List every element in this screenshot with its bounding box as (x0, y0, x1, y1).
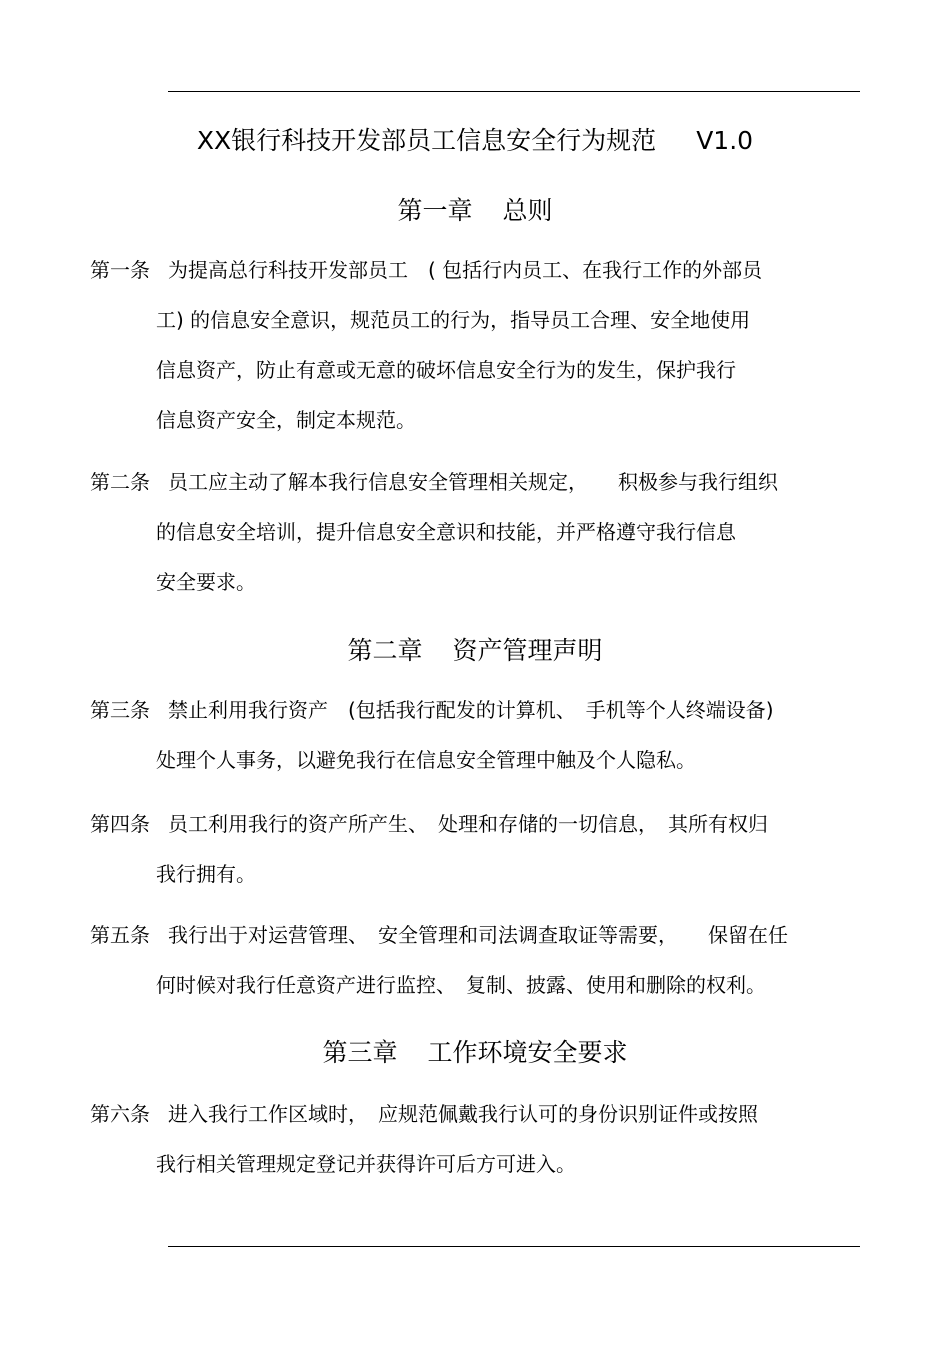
document-title (0, 123, 950, 159)
article-line: 的信息安全培训，提升信息安全意识和技能，并严格遵守我行信息 (156, 520, 736, 544)
article-line: 安全要求。 (156, 570, 256, 594)
article-3 (90, 685, 870, 785)
footer-rule (168, 1246, 860, 1247)
article-5 (90, 910, 870, 1010)
article-line (90, 1089, 870, 1139)
article-line: 我行相关管理规定登记并获得许可后方可进入。 (156, 1152, 576, 1176)
chapter-label: 第三章 (322, 1038, 398, 1067)
article-text: 禁止利用我行资产 (包括我行配发的计算机、 手机等个人终端设备) (168, 698, 774, 722)
article-label: 第五条 (90, 923, 150, 947)
article-line: 工) 的信息安全意识，规范员工的行为，指导员工合理、安全地使用 (156, 308, 751, 332)
article-text: 进入我行工作区域时， 应规范佩戴我行认可的身份识别证件或按照 (168, 1102, 758, 1126)
article-4 (90, 799, 870, 899)
article-line: 信息资产，防止有意或无意的破坏信息安全行为的发生，保护我行 (156, 358, 736, 382)
article-line (90, 685, 870, 735)
chapter-name: 总则 (502, 196, 553, 225)
chapter-name: 工作环境安全要求 (427, 1038, 628, 1067)
article-1 (90, 245, 870, 445)
article-6 (90, 1089, 870, 1189)
article-line (90, 910, 870, 960)
article-line: 何时候对我行任意资产进行监控、 复制、披露、使用和删除的权利。 (156, 973, 766, 997)
article-2 (90, 457, 870, 607)
article-line: 处理个人事务，以避免我行在信息安全管理中触及个人隐私。 (156, 748, 696, 772)
chapter-heading-1 (0, 193, 950, 229)
article-line (90, 799, 870, 849)
article-label: 第二条 (90, 470, 150, 494)
article-text: 员工应主动了解本我行信息安全管理相关规定， 积极参与我行组织 (168, 470, 778, 494)
article-text: 我行出于对运营管理、 安全管理和司法调查取证等需要， 保留在任 (168, 923, 788, 947)
article-line: 我行拥有。 (156, 862, 256, 886)
header-rule (168, 91, 860, 92)
chapter-label: 第二章 (347, 636, 423, 665)
version-label: V1.0 (696, 126, 754, 155)
article-line (90, 457, 870, 507)
article-label: 第四条 (90, 812, 150, 836)
article-label: 第三条 (90, 698, 150, 722)
chapter-heading-2 (0, 633, 950, 669)
chapter-heading-3 (0, 1035, 950, 1071)
chapter-label: 第一章 (397, 196, 473, 225)
article-line (90, 245, 870, 295)
title-text: XX银行科技开发部员工信息安全行为规范 (196, 126, 657, 155)
article-label: 第一条 (90, 258, 150, 282)
article-line: 信息资产安全，制定本规范。 (156, 408, 416, 432)
article-text: 员工利用我行的资产所产生、 处理和存储的一切信息， 其所有权归 (168, 812, 768, 836)
article-label: 第六条 (90, 1102, 150, 1126)
article-text: 为提高总行科技开发部员工 ( 包括行内员工、在我行工作的外部员 (168, 258, 763, 282)
chapter-name: 资产管理声明 (452, 636, 603, 665)
